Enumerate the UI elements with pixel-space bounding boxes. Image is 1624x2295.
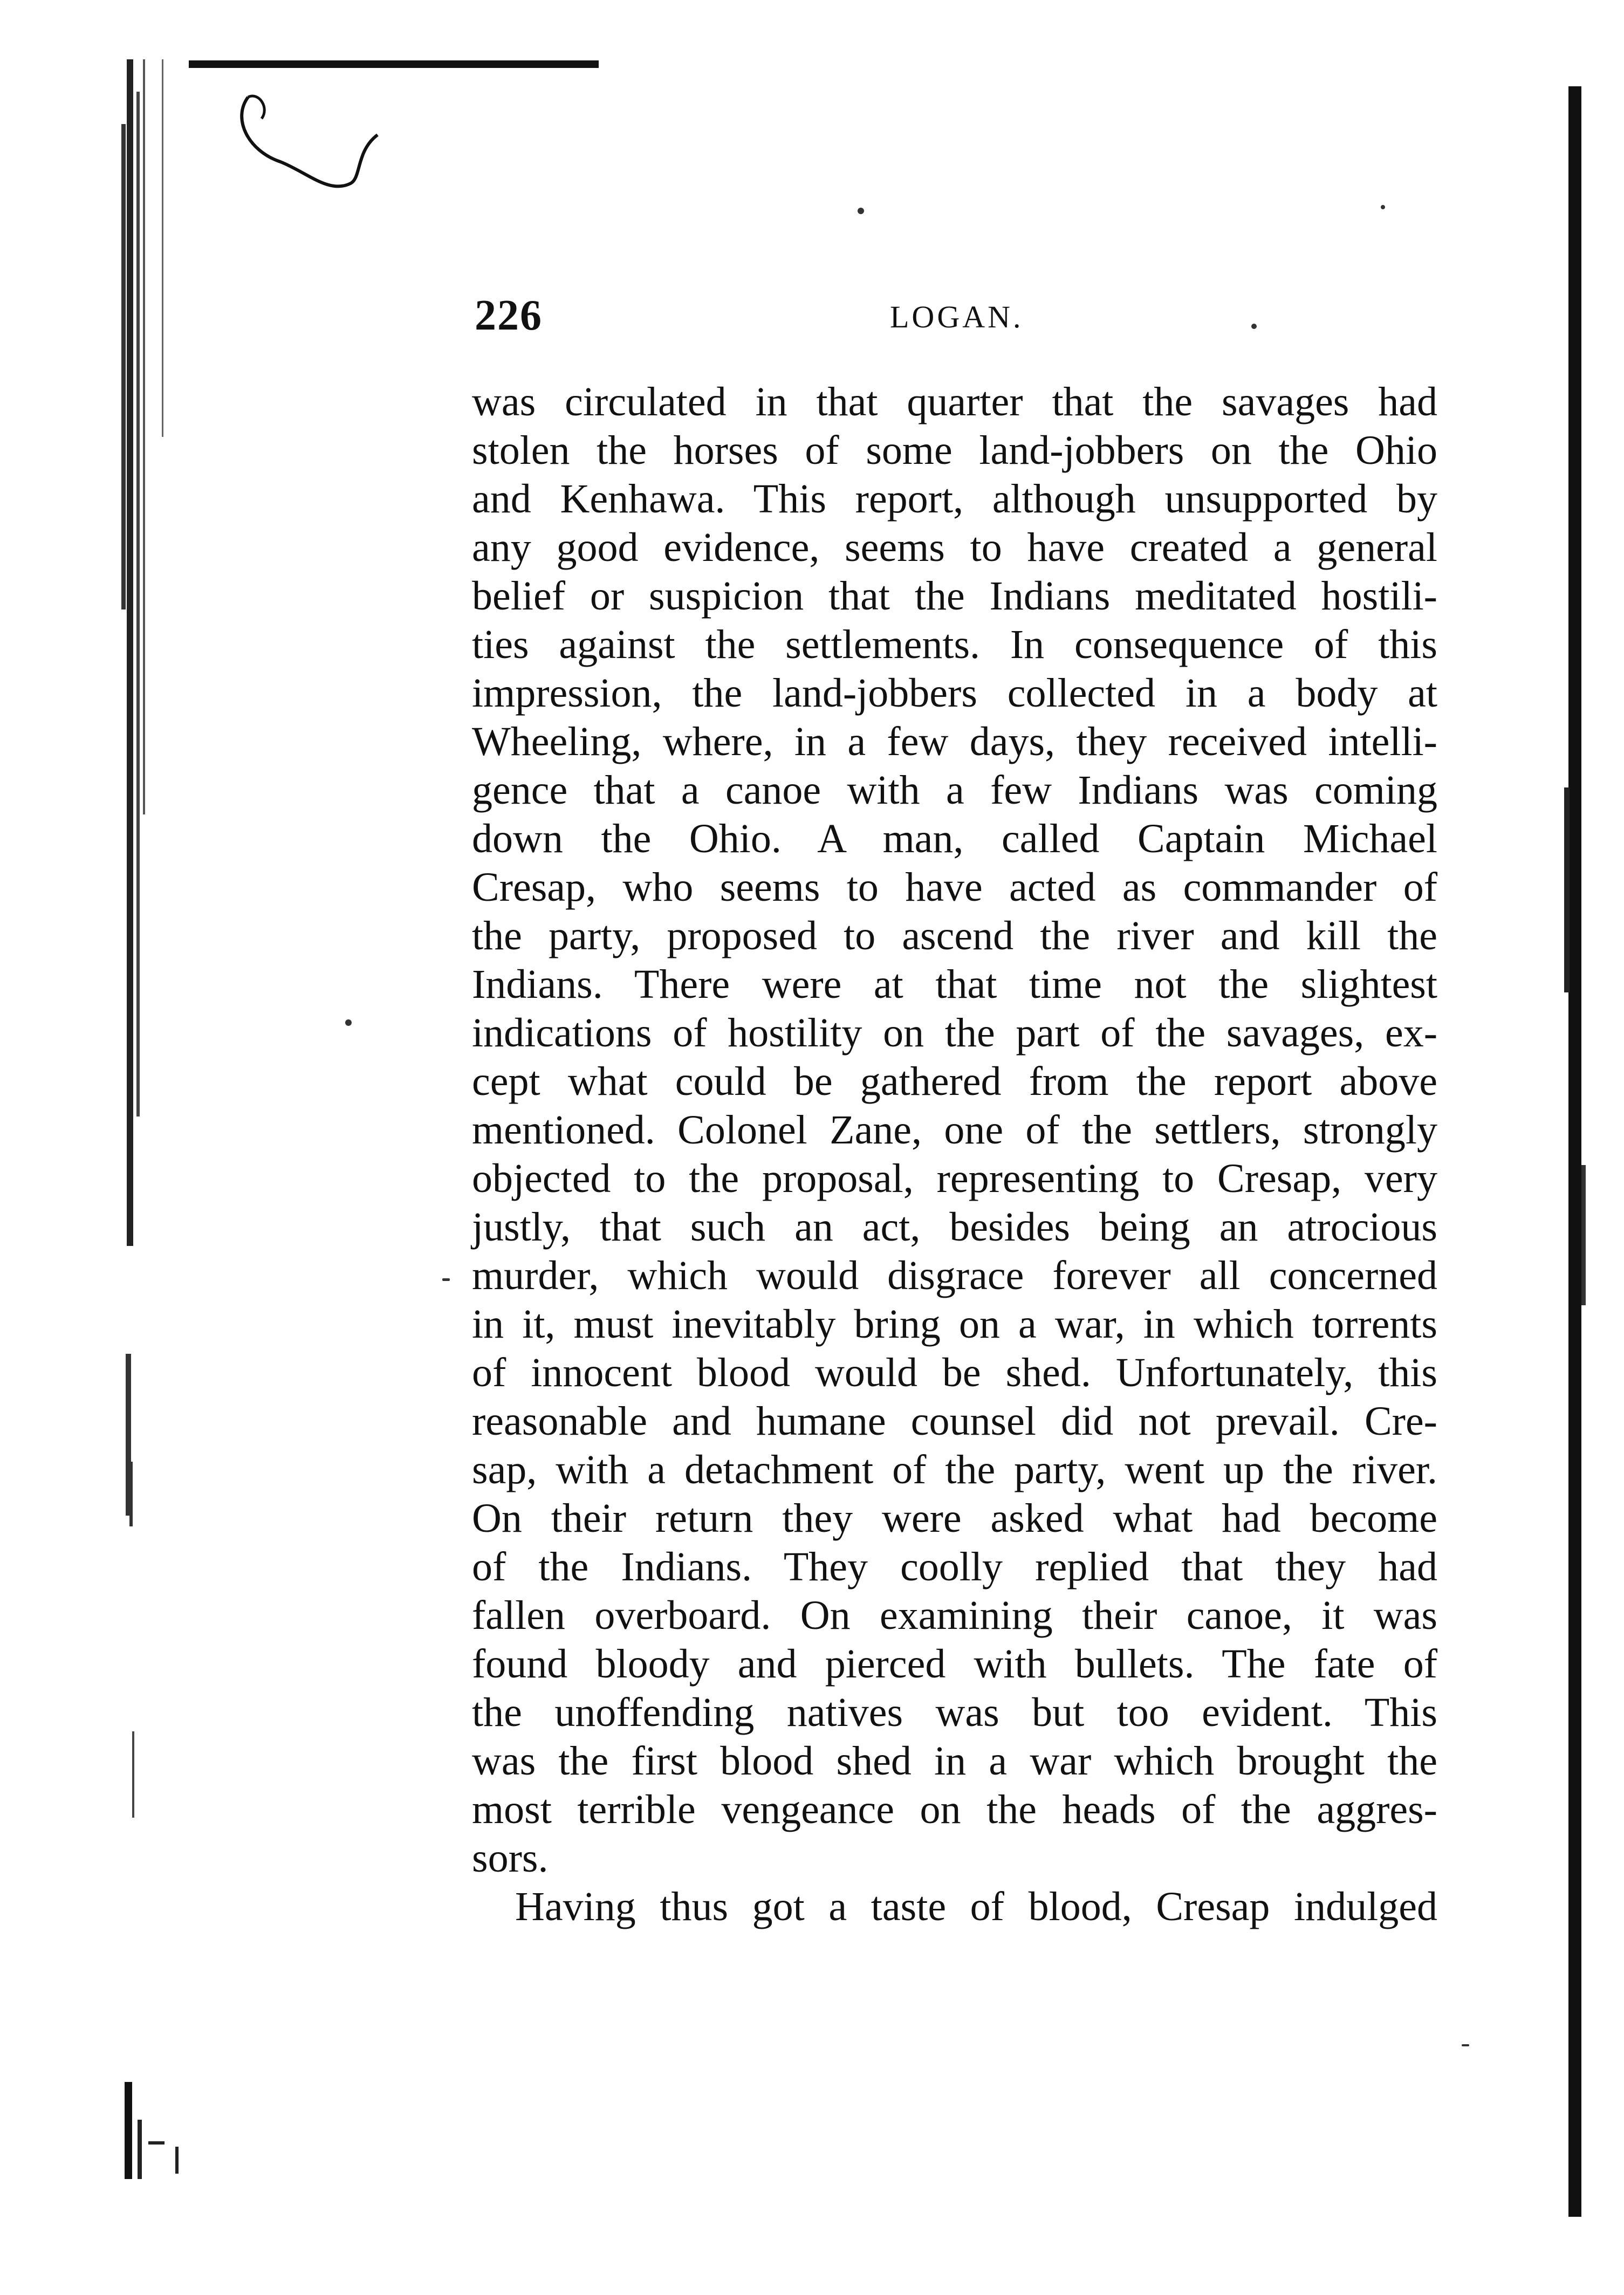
text-line: and Kenhawa. This report, although unsupported by [472,476,1437,522]
text-line: murder, which would disgrace forever all concerned [472,1253,1437,1298]
scan-speck [345,1019,352,1026]
scan-speck [1251,324,1257,329]
text-line: the unoffending natives was but too evident. This [472,1690,1437,1735]
text-line: indications of hostility on the part of the savages, ex- [472,1010,1437,1056]
text-line: mentioned. Colonel Zane, one of the settlers, strongly [472,1107,1437,1153]
text-line: found bloody and pierced with bullets. The fate of [472,1641,1437,1687]
running-head: LOGAN. [890,299,1024,334]
text-line: stolen the horses of some land-jobbers on the Ohio [472,428,1437,473]
paragraph-first-line: Having thus got a taste of blood, Cresap indulged [515,1884,1437,1929]
handwritten-scribble [237,86,388,210]
text-line: impression, the land-jobbers collected in a body at [472,670,1437,716]
text-line: sors. [472,1835,549,1881]
text-line: belief or suspicion that the Indians meditated hostili- [472,573,1437,619]
page-header [475,291,1435,351]
text-line: sap, with a detachment of the party, went up the river. [472,1447,1437,1492]
text-line: On their return they were asked what had become [472,1496,1437,1541]
scan-top-rule [189,60,599,68]
text-line: Wheeling, where, in a few days, they received intelli- [472,719,1437,764]
scan-speck [1381,205,1385,209]
scan-speck [858,208,864,214]
right-page-edge [1552,86,1601,2217]
text-line: ties against the settlements. In consequence of this [472,622,1437,667]
text-line: the party, proposed to ascend the river and kill the [472,913,1437,958]
text-line: any good evidence, seems to have created a general [472,525,1437,570]
text-line: down the Ohio. A man, called Captain Michael [472,816,1437,861]
text-line: justly, that such an act, besides being an atrocious [472,1204,1437,1250]
text-line: in it, must inevitably bring on a war, in which torrents [472,1301,1437,1347]
text-line: of the Indians. They coolly replied that they had [472,1544,1437,1590]
body-text [472,378,1437,2006]
scan-speck [442,1278,450,1281]
text-line: Cresap, who seems to have acted as commander of [472,865,1437,910]
text-line: of innocent blood would be shed. Unfortunately, this [472,1350,1437,1395]
scan-speck [1462,2044,1469,2046]
text-line: most terrible vengeance on the heads of the aggres- [472,1787,1437,1832]
text-line: fallen overboard. On examining their canoe, it was [472,1593,1437,1638]
text-line: objected to the proposal, representing to Cresap, very [472,1156,1437,1201]
text-line: gence that a canoe with a few Indians was coming [472,768,1437,813]
text-line: cept what could be gathered from the report above [472,1059,1437,1104]
text-line: Indians. There were at that time not the slightest [472,962,1437,1007]
text-line: was the first blood shed in a war which brought the [472,1738,1437,1784]
binding-edge-artifact [111,59,224,2190]
text-line: reasonable and humane counsel did not prevail. Cre- [472,1399,1437,1444]
page-number: 226 [475,292,543,339]
text-line: was circulated in that quarter that the savages had [472,379,1437,424]
